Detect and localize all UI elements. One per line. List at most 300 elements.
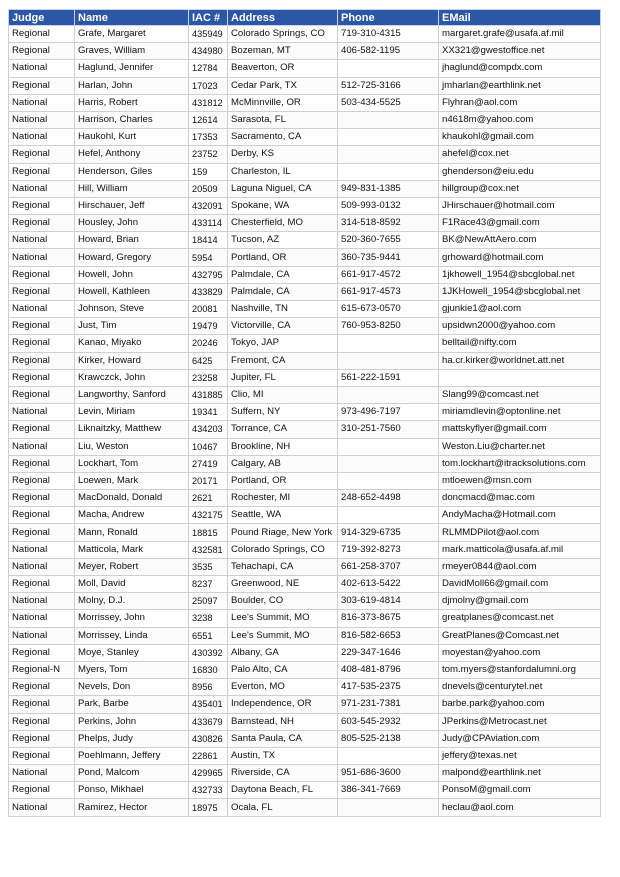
cell-email [439, 369, 601, 386]
cell-phone: 805-525-2138 [338, 730, 439, 747]
cell-name: Housley, John [75, 215, 189, 232]
cell-iac: 3238 [189, 610, 228, 627]
cell-name: Kirker, Howard [75, 352, 189, 369]
table-row [9, 180, 601, 197]
cell-judge: Regional [9, 782, 75, 799]
table-row [9, 60, 601, 77]
cell-name: MacDonald, Donald [75, 490, 189, 507]
cell-judge: Regional [9, 146, 75, 163]
cell-name: Just, Tim [75, 318, 189, 335]
cell-judge: Regional [9, 369, 75, 386]
cell-phone [338, 163, 439, 180]
cell-judge: National [9, 94, 75, 111]
cell-iac: 432091 [189, 197, 228, 214]
cell-address: Austin, TX [228, 747, 338, 764]
table-row [9, 369, 601, 386]
cell-phone: 760-953-8250 [338, 318, 439, 335]
table-row [9, 163, 601, 180]
table-row [9, 661, 601, 678]
cell-name: Nevels, Don [75, 679, 189, 696]
cell-judge: Regional [9, 472, 75, 489]
cell-phone: 914-329-6735 [338, 524, 439, 541]
cell-judge: Regional [9, 386, 75, 403]
cell-address: Spokane, WA [228, 197, 338, 214]
cell-email: 1jkhowell_1954@sbcglobal.net [439, 266, 601, 283]
table-row [9, 249, 601, 266]
cell-judge: Regional [9, 163, 75, 180]
cell-iac: 2621 [189, 490, 228, 507]
cell-email: greatplanes@comcast.net [439, 610, 601, 627]
table-row [9, 747, 601, 764]
cell-email: tom.myers@stanfordalumni.org [439, 661, 601, 678]
cell-name: Matticola, Mark [75, 541, 189, 558]
cell-judge: Regional [9, 713, 75, 730]
cell-iac: 430392 [189, 644, 228, 661]
cell-phone [338, 472, 439, 489]
cell-iac: 19341 [189, 404, 228, 421]
cell-address: Albany, GA [228, 644, 338, 661]
table-row [9, 524, 601, 541]
cell-judge: Regional [9, 197, 75, 214]
cell-address: Charleston, IL [228, 163, 338, 180]
cell-phone: 360-735-9441 [338, 249, 439, 266]
cell-name: Park, Barbe [75, 696, 189, 713]
cell-name: Meyer, Robert [75, 558, 189, 575]
cell-phone: 509-993-0132 [338, 197, 439, 214]
cell-email: miriamdlevin@optonline.net [439, 404, 601, 421]
cell-judge: Regional [9, 283, 75, 300]
cell-iac: 433114 [189, 215, 228, 232]
table-row [9, 43, 601, 60]
cell-email: mark.matticola@usafa.af.mil [439, 541, 601, 558]
cell-judge: National [9, 438, 75, 455]
cell-email: mattskyflyer@gmail.com [439, 421, 601, 438]
cell-email: Slang99@comcast.net [439, 386, 601, 403]
cell-phone: 248-652-4498 [338, 490, 439, 507]
cell-address: Calgary, AB [228, 455, 338, 472]
table-row [9, 455, 601, 472]
cell-iac: 25097 [189, 593, 228, 610]
cell-iac: 23258 [189, 369, 228, 386]
table-row [9, 644, 601, 661]
cell-iac: 433829 [189, 283, 228, 300]
cell-judge: National [9, 610, 75, 627]
table-row [9, 627, 601, 644]
cell-email: gjunkie1@aol.com [439, 301, 601, 318]
cell-phone: 314-518-8592 [338, 215, 439, 232]
cell-judge: Regional [9, 576, 75, 593]
cell-address: Sarasota, FL [228, 111, 338, 128]
cell-iac: 19479 [189, 318, 228, 335]
cell-address: Suffern, NY [228, 404, 338, 421]
cell-address: Torrance, CA [228, 421, 338, 438]
cell-email: tom.lockhart@itracksolutions.com [439, 455, 601, 472]
cell-phone [338, 129, 439, 146]
cell-email: F1Race43@gmail.com [439, 215, 601, 232]
cell-phone: 561-222-1591 [338, 369, 439, 386]
cell-judge: National [9, 558, 75, 575]
cell-address: Victorville, CA [228, 318, 338, 335]
cell-judge: Regional [9, 266, 75, 283]
cell-phone: 949-831-1385 [338, 180, 439, 197]
cell-email: hillgroup@cox.net [439, 180, 601, 197]
cell-name: Johnson, Steve [75, 301, 189, 318]
cell-judge: Regional [9, 507, 75, 524]
cell-iac: 16830 [189, 661, 228, 678]
table-row [9, 507, 601, 524]
cell-name: Grafe, Margaret [75, 26, 189, 43]
table-row [9, 576, 601, 593]
cell-email: khaukohl@gmail.com [439, 129, 601, 146]
cell-address: McMinnville, OR [228, 94, 338, 111]
cell-email: Judy@CPAviation.com [439, 730, 601, 747]
cell-email: ha.cr.kirker@worldnet.att.net [439, 352, 601, 369]
cell-email: Weston.Liu@charter.net [439, 438, 601, 455]
table-row [9, 111, 601, 128]
cell-address: Pound Riage, New York [228, 524, 338, 541]
cell-iac: 20246 [189, 335, 228, 352]
cell-email: JHirschauer@hotmail.com [439, 197, 601, 214]
cell-name: Morrissey, Linda [75, 627, 189, 644]
cell-judge: National [9, 301, 75, 318]
cell-name: Kanao, Miyako [75, 335, 189, 352]
cell-name: Mann, Ronald [75, 524, 189, 541]
cell-address: Santa Paula, CA [228, 730, 338, 747]
cell-address: Cedar Park, TX [228, 77, 338, 94]
cell-email: DavidMoll66@gmail.com [439, 576, 601, 593]
cell-name: Macha, Andrew [75, 507, 189, 524]
cell-email: PonsoM@gmail.com [439, 782, 601, 799]
cell-judge: National [9, 249, 75, 266]
cell-name: Howell, Kathleen [75, 283, 189, 300]
cell-email: ahefel@cox.net [439, 146, 601, 163]
cell-name: Perkins, John [75, 713, 189, 730]
cell-name: Henderson, Giles [75, 163, 189, 180]
cell-iac: 27419 [189, 455, 228, 472]
cell-iac: 20171 [189, 472, 228, 489]
cell-iac: 430826 [189, 730, 228, 747]
cell-name: Harlan, John [75, 77, 189, 94]
cell-iac: 432733 [189, 782, 228, 799]
cell-email: 1JKHowell_1954@sbcglobal.net [439, 283, 601, 300]
cell-email: margaret.grafe@usafa.af.mil [439, 26, 601, 43]
cell-phone [338, 352, 439, 369]
cell-email: jeffery@texas.net [439, 747, 601, 764]
cell-judge: Regional [9, 421, 75, 438]
cell-email: ghenderson@eiu.edu [439, 163, 601, 180]
cell-iac: 431885 [189, 386, 228, 403]
cell-judge: National [9, 180, 75, 197]
cell-phone: 512-725-3166 [338, 77, 439, 94]
cell-iac: 22861 [189, 747, 228, 764]
cell-iac: 12614 [189, 111, 228, 128]
cell-judge: Regional [9, 524, 75, 541]
cell-name: Levin, Miriam [75, 404, 189, 421]
cell-name: Poehlmann, Jeffery [75, 747, 189, 764]
judges-directory-sheet [8, 9, 600, 817]
cell-phone [338, 335, 439, 352]
cell-email: grhoward@hotmail.com [439, 249, 601, 266]
cell-iac: 3535 [189, 558, 228, 575]
cell-address: Daytona Beach, FL [228, 782, 338, 799]
table-row [9, 318, 601, 335]
table-row [9, 94, 601, 111]
cell-address: Bozeman, MT [228, 43, 338, 60]
cell-name: Moll, David [75, 576, 189, 593]
cell-iac: 433679 [189, 713, 228, 730]
cell-iac: 435401 [189, 696, 228, 713]
cell-address: Tucson, AZ [228, 232, 338, 249]
cell-phone: 971-231-7381 [338, 696, 439, 713]
cell-judge: National [9, 404, 75, 421]
cell-judge: Regional [9, 455, 75, 472]
cell-address: Sacramento, CA [228, 129, 338, 146]
cell-phone [338, 146, 439, 163]
cell-address: Clio, MI [228, 386, 338, 403]
cell-iac: 10467 [189, 438, 228, 455]
header-row [9, 10, 601, 26]
cell-address: Jupiter, FL [228, 369, 338, 386]
cell-judge: Regional [9, 747, 75, 764]
cell-email: BK@NewAttAero.com [439, 232, 601, 249]
cell-judge: National [9, 129, 75, 146]
cell-phone: 303-619-4814 [338, 593, 439, 610]
cell-name: Liknaitzky, Matthew [75, 421, 189, 438]
cell-phone: 417-535-2375 [338, 679, 439, 696]
cell-phone: 406-582-1195 [338, 43, 439, 60]
table-row [9, 730, 601, 747]
cell-email: JPerkins@Metrocast.net [439, 713, 601, 730]
cell-address: Tehachapi, CA [228, 558, 338, 575]
cell-judge: Regional-N [9, 661, 75, 678]
cell-iac: 6425 [189, 352, 228, 369]
cell-address: Laguna Niguel, CA [228, 180, 338, 197]
cell-judge: National [9, 627, 75, 644]
table-row [9, 129, 601, 146]
cell-iac: 434980 [189, 43, 228, 60]
cell-iac: 8956 [189, 679, 228, 696]
header-iac: IAC # [189, 10, 228, 26]
cell-email: n4618m@yahoo.com [439, 111, 601, 128]
table-row [9, 696, 601, 713]
cell-phone [338, 60, 439, 77]
cell-judge: National [9, 60, 75, 77]
table-row [9, 799, 601, 816]
cell-email: jmharlan@earthlink.net [439, 77, 601, 94]
cell-address: Lee's Summit, MO [228, 610, 338, 627]
table-row [9, 232, 601, 249]
table-row [9, 679, 601, 696]
cell-judge: Regional [9, 318, 75, 335]
cell-iac: 20509 [189, 180, 228, 197]
table-row [9, 404, 601, 421]
cell-iac: 20081 [189, 301, 228, 318]
cell-phone [338, 111, 439, 128]
cell-phone [338, 507, 439, 524]
cell-iac: 18815 [189, 524, 228, 541]
cell-phone: 615-673-0570 [338, 301, 439, 318]
cell-judge: Regional [9, 43, 75, 60]
cell-iac: 17023 [189, 77, 228, 94]
table-header [9, 10, 601, 26]
cell-name: Molny, D.J. [75, 593, 189, 610]
cell-phone: 402-613-5422 [338, 576, 439, 593]
cell-email: malpond@earthlink.net [439, 765, 601, 782]
cell-email: GreatPlanes@Comcast.net [439, 627, 601, 644]
cell-email: moyestan@yahoo.com [439, 644, 601, 661]
cell-phone: 661-258-3707 [338, 558, 439, 575]
cell-phone [338, 747, 439, 764]
cell-iac: 18414 [189, 232, 228, 249]
table-row [9, 335, 601, 352]
cell-phone [338, 455, 439, 472]
table-row [9, 541, 601, 558]
cell-email: XX321@gwestoffice.net [439, 43, 601, 60]
cell-address: Everton, MO [228, 679, 338, 696]
cell-judge: Regional [9, 644, 75, 661]
cell-judge: National [9, 111, 75, 128]
cell-address: Palo Alto, CA [228, 661, 338, 678]
cell-judge: Regional [9, 26, 75, 43]
judges-table [8, 9, 601, 817]
table-row [9, 713, 601, 730]
cell-name: Howell, John [75, 266, 189, 283]
table-row [9, 593, 601, 610]
table-row [9, 782, 601, 799]
cell-name: Moye, Stanley [75, 644, 189, 661]
cell-iac: 435949 [189, 26, 228, 43]
cell-iac: 434203 [189, 421, 228, 438]
cell-phone: 951-686-3600 [338, 765, 439, 782]
table-row [9, 215, 601, 232]
cell-phone: 603-545-2932 [338, 713, 439, 730]
cell-name: Myers, Tom [75, 661, 189, 678]
cell-name: Hirschauer, Jeff [75, 197, 189, 214]
cell-address: Seattle, WA [228, 507, 338, 524]
table-row [9, 146, 601, 163]
cell-iac: 432175 [189, 507, 228, 524]
cell-phone: 503-434-5525 [338, 94, 439, 111]
cell-address: Rochester, MI [228, 490, 338, 507]
cell-judge: Regional [9, 77, 75, 94]
cell-email: doncmacd@mac.com [439, 490, 601, 507]
cell-iac: 159 [189, 163, 228, 180]
cell-judge: Regional [9, 352, 75, 369]
table-row [9, 421, 601, 438]
table-row [9, 386, 601, 403]
cell-judge: National [9, 593, 75, 610]
cell-phone: 408-481-8796 [338, 661, 439, 678]
cell-email: heclau@aol.com [439, 799, 601, 816]
table-row [9, 765, 601, 782]
table-row [9, 77, 601, 94]
cell-iac: 5954 [189, 249, 228, 266]
cell-iac: 432581 [189, 541, 228, 558]
table-row [9, 438, 601, 455]
cell-name: Morrissey, John [75, 610, 189, 627]
cell-phone: 816-582-6653 [338, 627, 439, 644]
cell-iac: 431812 [189, 94, 228, 111]
cell-address: Lee's Summit, MO [228, 627, 338, 644]
cell-iac: 432795 [189, 266, 228, 283]
table-row [9, 283, 601, 300]
cell-judge: National [9, 541, 75, 558]
cell-iac: 18975 [189, 799, 228, 816]
cell-phone: 520-360-7655 [338, 232, 439, 249]
cell-phone: 661-917-4572 [338, 266, 439, 283]
cell-email: mtloewen@msn.com [439, 472, 601, 489]
cell-address: Portland, OR [228, 472, 338, 489]
cell-email: dnevels@centurytel.net [439, 679, 601, 696]
table-row [9, 610, 601, 627]
cell-judge: National [9, 799, 75, 816]
cell-email: jhaglund@compdx.com [439, 60, 601, 77]
header-judge: Judge [9, 10, 75, 26]
cell-phone: 973-496-7197 [338, 404, 439, 421]
table-row [9, 352, 601, 369]
header-email: EMail [439, 10, 601, 26]
cell-address: Nashville, TN [228, 301, 338, 318]
cell-email: Flyhran@aol.com [439, 94, 601, 111]
cell-iac: 23752 [189, 146, 228, 163]
cell-judge: Regional [9, 490, 75, 507]
cell-name: Liu, Weston [75, 438, 189, 455]
cell-phone: 386-341-7669 [338, 782, 439, 799]
cell-name: Howard, Brian [75, 232, 189, 249]
cell-judge: Regional [9, 335, 75, 352]
cell-phone: 719-392-8273 [338, 541, 439, 558]
cell-phone [338, 438, 439, 455]
cell-judge: Regional [9, 679, 75, 696]
header-phone: Phone [338, 10, 439, 26]
cell-phone [338, 799, 439, 816]
cell-address: Palmdale, CA [228, 266, 338, 283]
cell-phone [338, 386, 439, 403]
cell-phone: 719-310-4315 [338, 26, 439, 43]
cell-address: Independence, OR [228, 696, 338, 713]
cell-name: Ponso, Mikhael [75, 782, 189, 799]
cell-name: Hill, William [75, 180, 189, 197]
cell-phone: 229-347-1646 [338, 644, 439, 661]
cell-address: Greenwood, NE [228, 576, 338, 593]
cell-judge: Regional [9, 215, 75, 232]
cell-address: Tokyo, JAP [228, 335, 338, 352]
cell-judge: Regional [9, 730, 75, 747]
table-row [9, 472, 601, 489]
cell-name: Hefel, Anthony [75, 146, 189, 163]
cell-address: Colorado Springs, CO [228, 541, 338, 558]
cell-address: Brookline, NH [228, 438, 338, 455]
cell-name: Phelps, Judy [75, 730, 189, 747]
cell-address: Palmdale, CA [228, 283, 338, 300]
cell-address: Barnstead, NH [228, 713, 338, 730]
cell-name: Harrison, Charles [75, 111, 189, 128]
cell-address: Colorado Springs, CO [228, 26, 338, 43]
cell-phone: 816-373-8675 [338, 610, 439, 627]
table-row [9, 301, 601, 318]
cell-address: Portland, OR [228, 249, 338, 266]
table-row [9, 490, 601, 507]
cell-name: Harris, Robert [75, 94, 189, 111]
header-address: Address [228, 10, 338, 26]
cell-name: Langworthy, Sanford [75, 386, 189, 403]
cell-email: djmolny@gmail.com [439, 593, 601, 610]
cell-iac: 17353 [189, 129, 228, 146]
cell-address: Derby, KS [228, 146, 338, 163]
table-body [9, 26, 601, 817]
cell-address: Ocala, FL [228, 799, 338, 816]
cell-email: belltail@nifty.com [439, 335, 601, 352]
